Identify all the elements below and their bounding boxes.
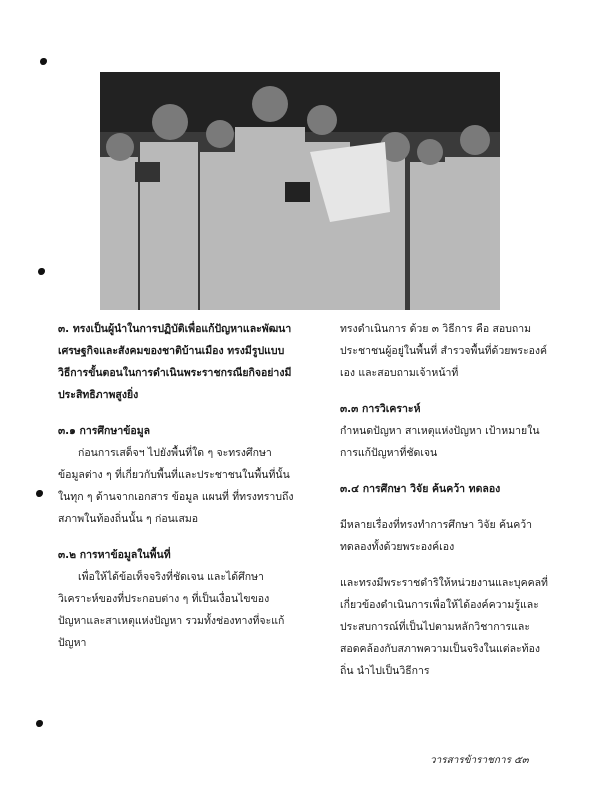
section-3-4-text-b: และทรงมีพระราชดำริให้หน่วยงานและบุคคลที่เกี่ยวข้องดำเนินการเพื่อให้ได้องค์ความรู้และประสบการณ์ที่เป็นไปตามหลักวิชาการและสอดคล้องกับสภาพความเป็นจริงในแต่ละท้องถิ่น นำไปเป็นวิธีการ bbox=[340, 577, 548, 677]
section-3-3-text: กำหนดปัญหา สาเหตุแห่งปัญหา เป้าหมายในการแก้ปัญหาที่ชัดเจน bbox=[340, 425, 540, 459]
section-3-2-heading: ๓.๒ การหาข้อมูลในพื้นที่ bbox=[58, 549, 171, 561]
right-column bbox=[340, 318, 550, 682]
photo-figures bbox=[100, 72, 500, 310]
photo bbox=[100, 72, 500, 310]
section-3-4-text-a: มีหลายเรื่องที่ทรงทำการศึกษา วิจัย ค้นคว้า ทดลองทั้งด้วยพระองค์เอง bbox=[340, 519, 533, 553]
intro-text: ทรงดำเนินการ ด้วย ๓ วิธีการ คือ สอบถามประชาชนผู้อยู่ในพื้นที่ สำรวจพื้นที่ด้วยพระองค์เอง และสอบถามเจ้าหน้าที่ bbox=[340, 323, 548, 379]
section-3-4-heading: ๓.๔ การศึกษา วิจัย ค้นคว้า ทดลอง bbox=[340, 483, 501, 495]
section-3-1-text: ก่อนการเสด็จฯ ไปยังพื้นที่ใด ๆ จะทรงศึกษาข้อมูลต่าง ๆ ที่เกี่ยวกับพื้นที่และประชาชนในพื้นที่นั้นในทุก ๆ ด้านจากเอกสาร ข้อมูล แผนที่ ที่ทรงทราบถึงสภาพในท้องถิ่นนั้น ๆ ก่อนเสมอ bbox=[58, 447, 294, 525]
binder-hole-mark bbox=[36, 720, 43, 727]
section-3-1-heading: ๓.๑ การศึกษาข้อมูล bbox=[58, 425, 151, 437]
section-3-2-text: เพื่อให้ได้ข้อเท็จจริงที่ชัดเจน และได้ศึกษา วิเคราะห์ของที่ประกอบต่าง ๆ ที่เป็นเงื่อนไขของปัญหาและสาเหตุแห่งปัญหา รวมทั้งช่องทางที่จะแก้ปัญหา bbox=[58, 571, 285, 649]
binder-hole-mark bbox=[36, 490, 43, 497]
left-column bbox=[58, 318, 294, 654]
section-3-3-heading: ๓.๓ การวิเคราะห์ bbox=[340, 403, 421, 415]
item-3-text: ๓. ทรงเป็นผู้นำในการปฏิบัติเพื่อแก้ปัญหาและพัฒนาเศรษฐกิจและสังคมของชาติบ้านเมือง ทรงมีรูปแบบ วิธีการขั้นตอนในการดำเนินพระราชกรณียกิจอย่างมีประสิทธิภาพสูงยิ่ง bbox=[58, 323, 292, 401]
binder-hole-mark bbox=[40, 58, 47, 65]
page-footer: วารสารข้าราชการ ๕๓ bbox=[430, 755, 529, 766]
binder-hole-mark bbox=[38, 268, 45, 275]
